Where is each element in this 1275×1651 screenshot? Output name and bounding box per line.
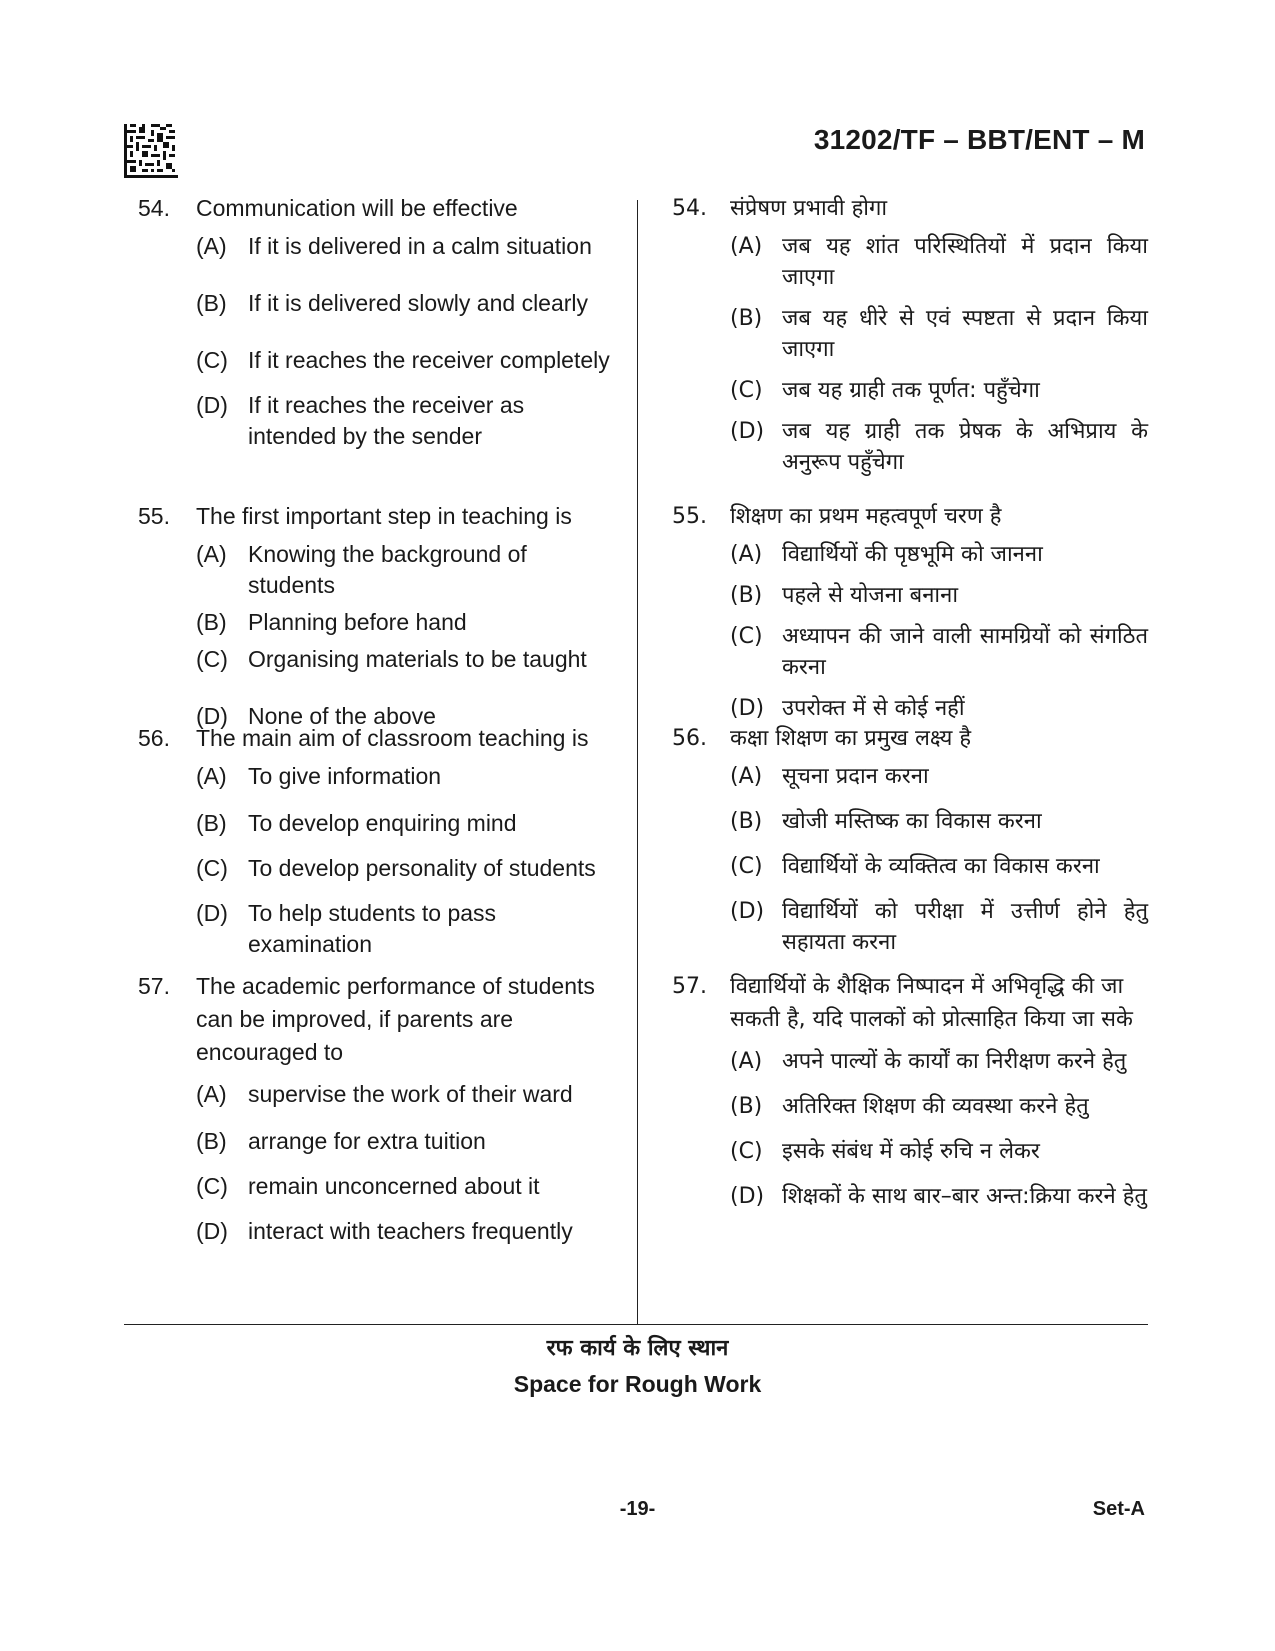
option-c (196, 644, 618, 675)
option-label: (C) (196, 855, 228, 881)
english-question-54 (138, 192, 618, 452)
rough-work-area (0, 1332, 1275, 1402)
option-label: (D) (196, 703, 228, 729)
question-number: 55. (672, 504, 707, 529)
hindi-question-54 (672, 192, 1148, 478)
option-label: (B) (730, 583, 763, 608)
option-b (196, 808, 618, 839)
option-b (730, 303, 1148, 365)
option-c (196, 345, 618, 376)
option-text: To give information (248, 763, 442, 789)
option-label: (C) (730, 854, 763, 879)
question-text: The academic performance of students can be improved, if parents are encouraged to (196, 973, 595, 1065)
option-text: सूचना प्रदान करना (782, 764, 929, 789)
option-label: (B) (196, 609, 227, 635)
option-text: supervise the work of their ward (248, 1081, 573, 1107)
option-text: Organising materials to be taught (248, 646, 587, 672)
option-b (730, 806, 1148, 837)
option-text: If it reaches the receiver as intended by the sender (248, 392, 525, 449)
option-text: Knowing the background of students (248, 541, 527, 598)
option-d (196, 1216, 618, 1247)
option-label: (B) (196, 290, 227, 316)
option-text: जब यह धीरे से एवं स्पष्टता से प्रदान किया जाएगा (782, 306, 1148, 362)
option-label: (A) (196, 541, 227, 567)
option-label: (C) (730, 1139, 763, 1164)
option-text: खोजी मस्तिष्क का विकास करना (782, 809, 1042, 834)
set-label: Set-A (1092, 1498, 1145, 1520)
english-question-55 (138, 500, 618, 732)
option-d (730, 693, 1148, 724)
option-text: If it is delivered in a calm situation (248, 233, 592, 259)
option-text: विद्यार्थियों को परीक्षा में उत्तीर्ण होने हेतु सहायता करना (782, 899, 1148, 955)
option-a (196, 1079, 618, 1110)
question-text: शिक्षण का प्रथम महत्वपूर्ण चरण है (730, 504, 1002, 529)
option-a (196, 761, 618, 792)
option-label: (A) (196, 1081, 227, 1107)
option-label: (D) (730, 899, 765, 924)
option-a (730, 761, 1148, 792)
option-label: (D) (730, 1184, 765, 1209)
option-label: (D) (196, 900, 228, 926)
option-label: (A) (730, 542, 763, 567)
question-text: Communication will be effective (196, 195, 518, 221)
option-label: (C) (730, 624, 763, 649)
option-text: If it reaches the receiver completely (248, 347, 610, 373)
option-text: विद्यार्थियों के व्यक्तित्व का विकास करना (782, 854, 1100, 879)
option-text: अतिरिक्त शिक्षण की व्यवस्था करने हेतु (782, 1094, 1089, 1119)
option-label: (A) (730, 234, 763, 259)
hindi-question-55 (672, 500, 1148, 724)
english-question-57 (138, 970, 618, 1247)
option-label: (D) (196, 1218, 228, 1244)
option-a (730, 231, 1148, 293)
option-text: arrange for extra tuition (248, 1128, 486, 1154)
option-label: (B) (196, 1128, 227, 1154)
option-label: (D) (196, 392, 228, 418)
option-label: (A) (196, 763, 227, 789)
question-number: 55. (138, 503, 170, 529)
option-label: (B) (730, 1094, 763, 1119)
paper-code: 31202/TF – BBT/ENT – M (813, 124, 1145, 155)
option-c (730, 375, 1148, 406)
option-text: Planning before hand (248, 609, 467, 635)
option-d (730, 1181, 1148, 1212)
question-number: 57. (138, 973, 170, 999)
page-number: -19- (619, 1498, 656, 1520)
question-text: The first important step in teaching is (196, 503, 572, 529)
option-a (196, 231, 618, 262)
option-b (196, 288, 618, 319)
column-divider (637, 200, 638, 1325)
option-text: शिक्षकों के साथ बार–बार अन्त:क्रिया करने हेतु (782, 1184, 1147, 1209)
option-label: (C) (730, 378, 763, 403)
option-text: जब यह ग्राही तक पूर्णत: पहुँचेगा (782, 378, 1040, 403)
option-label: (C) (196, 646, 228, 672)
question-number: 57. (672, 974, 707, 999)
question-text: विद्यार्थियों के शैक्षिक निष्पादन में अभिवृद्धि की जा सकती है, यदि पालकों को प्रोत्साहित किया जा सके (730, 974, 1133, 1032)
option-d (196, 390, 618, 452)
option-text: If it is delivered slowly and clearly (248, 290, 589, 316)
option-b (730, 1091, 1148, 1122)
option-a (730, 1046, 1148, 1077)
option-text: इसके संबंध में कोई रुचि न लेकर (782, 1139, 1040, 1164)
option-b (730, 580, 1148, 611)
option-text: None of the above (248, 703, 436, 729)
option-label: (A) (196, 233, 227, 259)
option-d (196, 898, 618, 960)
option-b (196, 1126, 618, 1157)
option-text: जब यह ग्राही तक प्रेषक के अभिप्राय के अनुरूप पहुँचेगा (782, 419, 1148, 475)
option-c (196, 853, 618, 884)
option-text: interact with teachers frequently (248, 1218, 573, 1244)
option-label: (D) (730, 419, 765, 444)
option-label: (B) (730, 306, 763, 331)
question-number: 56. (672, 726, 707, 751)
option-label: (C) (196, 1173, 228, 1199)
option-label: (B) (730, 809, 763, 834)
option-c (730, 851, 1148, 882)
rough-work-english: Space for Rough Work (513, 1371, 762, 1397)
option-text: To develop personality of students (248, 855, 596, 881)
option-text: अध्यापन की जाने वाली सामग्रियों को संगठित करना (782, 624, 1148, 680)
option-label: (A) (730, 1049, 763, 1074)
question-number: 54. (672, 196, 707, 221)
option-text: remain unconcerned about it (248, 1173, 540, 1199)
option-a (730, 539, 1148, 570)
rough-work-hindi: रफ कार्य के लिए स्थान (546, 1336, 729, 1361)
option-c (730, 1136, 1148, 1167)
question-text: संप्रेषण प्रभावी होगा (730, 196, 888, 221)
option-label: (D) (730, 696, 765, 721)
option-text: उपरोक्त में से कोई नहीं (782, 696, 965, 721)
option-b (196, 607, 618, 638)
question-text: कक्षा शिक्षण का प्रमुख लक्ष्य है (730, 726, 972, 751)
qr-code (124, 124, 178, 178)
option-a (196, 539, 618, 601)
option-label: (A) (730, 764, 763, 789)
option-label: (C) (196, 347, 228, 373)
option-text: विद्यार्थियों की पृष्ठभूमि को जानना (782, 542, 1043, 567)
hindi-question-56 (672, 722, 1148, 958)
option-c (196, 1171, 618, 1202)
rough-work-divider (124, 1324, 1148, 1325)
question-number: 54. (138, 195, 170, 221)
option-c (730, 621, 1148, 683)
english-question-56 (138, 722, 618, 960)
question-number: 56. (138, 725, 170, 751)
hindi-question-57 (672, 970, 1148, 1212)
option-d (730, 896, 1148, 958)
option-text: To develop enquiring mind (248, 810, 517, 836)
option-text: अपने पाल्यों के कार्यों का निरीक्षण करने हेतु (782, 1049, 1127, 1074)
option-text: To help students to pass examination (248, 900, 497, 957)
option-label: (B) (196, 810, 227, 836)
option-text: जब यह शांत परिस्थितियों में प्रदान किया जाएगा (782, 234, 1148, 290)
option-d (730, 416, 1148, 478)
option-text: पहले से योजना बनाना (782, 583, 959, 608)
question-text: The main aim of classroom teaching is (196, 725, 589, 751)
